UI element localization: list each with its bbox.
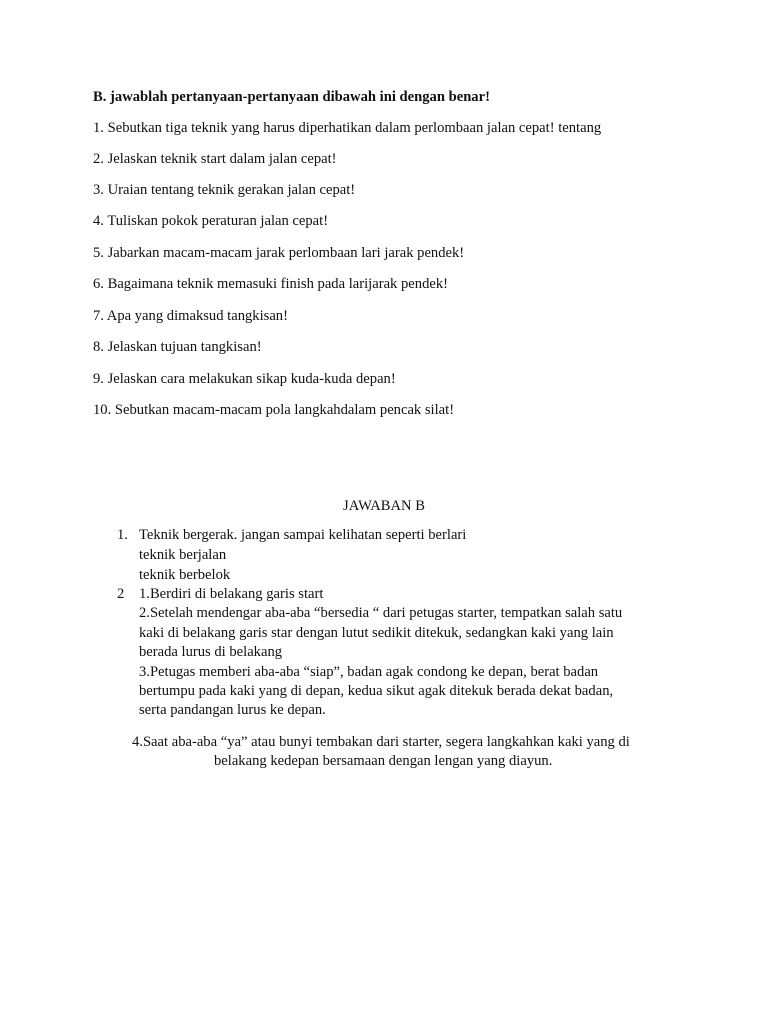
question-item: 9. Jelaskan cara melakukan sikap kuda-kuda depan!	[93, 371, 396, 387]
answers-heading-text: JAWABAN B	[343, 498, 425, 514]
answer-number: 1.	[117, 527, 128, 543]
answer-number: 2	[117, 586, 125, 602]
answer-line: belakang kedepan bersamaan dengan lengan yang diayun.	[214, 753, 553, 769]
answer-line: 2.Setelah mendengar aba-aba “bersedia “ dari petugas starter, tempatkan salah satu	[139, 605, 623, 621]
answer-line: 1.Berdiri di belakang garis start	[139, 586, 324, 602]
answer-line: berada lurus di belakang	[139, 644, 283, 660]
answer-line: 3.Petugas memberi aba-aba “siap”, badan agak condong ke depan, berat badan	[139, 664, 599, 680]
question-item: 10. Sebutkan macam-macam pola langkahdalam pencak silat!	[93, 402, 455, 418]
section-heading: B. jawablah pertanyaan-pertanyaan dibawah ini dengan benar!	[93, 89, 490, 105]
answer-line: bertumpu pada kaki yang di depan, kedua sikut agak ditekuk berada dekat badan,	[139, 683, 614, 699]
answer-line: teknik berbelok	[139, 567, 231, 583]
answer-line: Teknik bergerak. jangan sampai kelihatan seperti berlari	[139, 527, 467, 543]
answer-line: 4.Saat aba-aba “ya” atau bunyi tembakan dari starter, segera langkahkan kaki yang di	[132, 734, 630, 750]
question-item: 1. Sebutkan tiga teknik yang harus diperhatikan dalam perlombaan jalan cepat! tentang	[93, 120, 602, 136]
answer-line: serta pandangan lurus ke depan.	[139, 702, 326, 718]
answers-heading	[0, 497, 768, 515]
question-item: 4. Tuliskan pokok peraturan jalan cepat!	[93, 213, 329, 229]
answer-line: kaki di belakang garis star dengan lutut sedikit ditekuk, sedangkan kaki yang lain	[139, 625, 614, 641]
question-item: 7. Apa yang dimaksud tangkisan!	[93, 308, 288, 324]
question-item: 5. Jabarkan macam-macam jarak perlombaan lari jarak pendek!	[93, 245, 465, 261]
question-item: 3. Uraian tentang teknik gerakan jalan cepat!	[93, 182, 356, 198]
question-item: 6. Bagaimana teknik memasuki finish pada larijarak pendek!	[93, 276, 448, 292]
answer-line: teknik berjalan	[139, 547, 227, 563]
question-item: 2. Jelaskan teknik start dalam jalan cepat!	[93, 151, 337, 167]
question-item: 8. Jelaskan tujuan tangkisan!	[93, 339, 262, 355]
